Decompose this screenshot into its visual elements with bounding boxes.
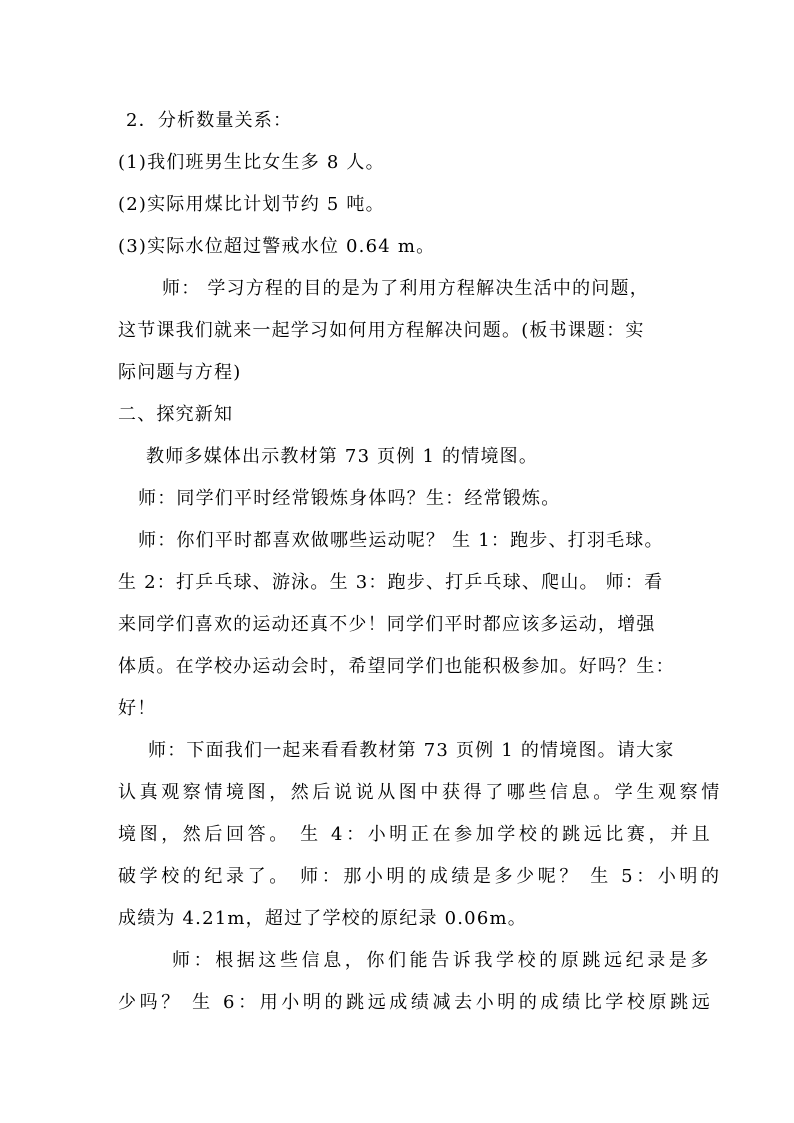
text-line: 来同学们喜欢的运动还真不少！同学们平时都应该多运动，增强 [118, 614, 656, 635]
text-line: 际问题与方程) [118, 362, 242, 383]
text-line: 这节课我们就来一起学习如何用方程解决问题。(板书课题：实 [118, 320, 645, 341]
text-line: 师：同学们平时经常锻炼身体吗？生：经常锻炼。 [138, 488, 561, 509]
text-line: 体质。在学校办运动会时，希望同学们也能积极参加。好吗？生： [118, 656, 675, 677]
text-line: 师：根据这些信息，你们能告诉我学校的原跳远纪录是多 [172, 950, 712, 971]
text-line: 生 2：打乒乓球、游泳。生 3：跑步、打乒乓球、爬山。 师：看 [118, 572, 664, 593]
section-heading: 二、探究新知 [118, 404, 234, 425]
text-line: 认真观察情境图，然后说说从图中获得了哪些信息。学生观察情 [118, 782, 723, 803]
text-line: 教师多媒体出示教材第 73 页例 1 的情境图。 [146, 446, 539, 467]
text-line: 好！ [118, 698, 157, 719]
text-line: 破学校的纪录了。 师：那小明的成绩是多少呢？ 生 5：小明的 [118, 866, 723, 887]
text-line: (2)实际用煤比计划节约 5 吨。 [118, 194, 385, 215]
text-line: 成绩为 4.21m，超过了学校的原纪录 0.06m。 [118, 908, 527, 929]
text-line: (3)实际水位超过警戒水位 0.64 m。 [118, 236, 436, 257]
text-line: 师：下面我们一起来看看教材第 73 页例 1 的情境图。请大家 [148, 740, 675, 761]
text-line: 师： 学习方程的目的是为了利用方程解决生活中的问题， [162, 278, 649, 299]
text-line: (1)我们班男生比女生多 8 人。 [118, 152, 385, 173]
text-line: 少吗？ 生 6：用小明的跳远成绩减去小明的成绩比学校原跳远 [118, 992, 714, 1013]
text-line: 境图，然后回答。 生 4：小明正在参加学校的跳远比赛，并且 [118, 824, 714, 845]
text-line: 2．分析数量关系： [126, 110, 293, 131]
text-line: 师：你们平时都喜欢做哪些运动呢？ 生 1：跑步、打羽毛球。 [138, 530, 664, 551]
